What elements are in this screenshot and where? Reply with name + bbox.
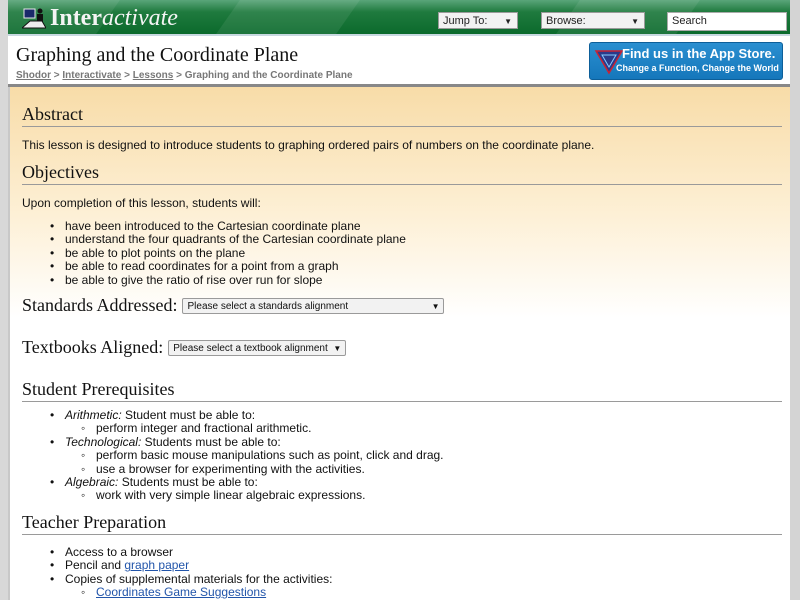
logo-text-bold: Inter — [50, 5, 102, 31]
list-item: • be able to read coordinates for a point from a graph — [50, 260, 406, 273]
app-store-title: Find us in the App Store. — [622, 46, 776, 61]
standards-select[interactable] — [182, 298, 444, 314]
abstract-heading: Abstract — [22, 103, 782, 127]
browse-select[interactable] — [541, 12, 645, 29]
list-subitem: ◦ perform basic mouse manipulations such as point, click and drag. — [50, 449, 444, 462]
list-item: • be able to plot points on the plane — [50, 247, 406, 260]
scrollbar[interactable] — [790, 0, 800, 600]
breadcrumb-separator: > — [53, 70, 60, 81]
objectives-list — [50, 220, 406, 287]
list-item: • Access to a browser — [50, 546, 332, 559]
objectives-heading: Objectives — [22, 161, 782, 185]
prereq-label: Technological: — [65, 434, 142, 449]
breadcrumb-shodor[interactable]: Shodor — [16, 70, 51, 81]
prereq-label: Arithmetic: — [65, 408, 122, 422]
page-frame — [8, 0, 790, 600]
prerequisites-list — [50, 409, 444, 503]
prereq-text: Students must be able to: — [118, 475, 258, 490]
list-subitem — [50, 586, 332, 599]
textbooks-row — [22, 337, 346, 358]
list-item — [50, 436, 444, 449]
textbooks-selected-value: Please select a textbook alignment — [173, 342, 328, 354]
logo-text-italic: activate — [101, 5, 178, 31]
prereq-text: Students must be able to: — [141, 434, 281, 449]
objectives-intro: Upon completion of this lesson, students will: — [22, 196, 261, 210]
page-header — [8, 36, 790, 87]
lesson-content — [8, 87, 790, 600]
breadcrumb-separator: > — [176, 70, 182, 81]
prereq-text: Student must be able to: — [121, 408, 256, 422]
app-store-subtitle: Change a Function, Change the World — [616, 63, 779, 73]
breadcrumb-separator: > — [124, 70, 130, 81]
standards-selected-value: Please select a standards alignment — [187, 300, 349, 312]
app-store-banner[interactable] — [589, 42, 783, 80]
textbooks-label: Textbooks Aligned: — [22, 337, 164, 357]
standards-row — [22, 295, 444, 316]
search-placeholder: Search — [672, 15, 707, 27]
list-item — [50, 559, 332, 572]
breadcrumb-interactivate[interactable]: Interactivate — [62, 70, 122, 81]
list-item — [50, 409, 444, 422]
prerequisites-heading: Student Prerequisites — [22, 378, 782, 402]
top-nav-bar — [8, 0, 790, 36]
coordinates-game-link[interactable]: Coordinates Game Suggestions — [96, 585, 267, 600]
list-item — [50, 476, 444, 489]
dropdown-arrow-icon: ▼ — [431, 301, 440, 311]
list-subitem: ◦ perform integer and fractional arithmetic. — [50, 422, 444, 435]
interactivate-logo[interactable] — [22, 5, 178, 31]
decorative-stripe — [216, 0, 360, 34]
dropdown-arrow-icon: ▼ — [333, 343, 342, 353]
jump-to-label: Jump To: — [443, 15, 488, 27]
list-item: • be able to give the ratio of rise over run for slope — [50, 274, 406, 287]
breadcrumb-current: Graphing and the Coordinate Plane — [184, 70, 353, 81]
abstract-text: This lesson is designed to introduce students to graphing ordered pairs of numbers on the coordinate plane. — [22, 138, 595, 152]
search-input[interactable] — [667, 12, 787, 31]
item-text: Pencil and — [65, 558, 125, 573]
prereq-label: Algebraic: — [65, 475, 119, 490]
list-item: • understand the four quadrants of the Cartesian coordinate plane — [50, 233, 406, 246]
list-subitem: ◦ work with very simple linear algebraic expressions. — [50, 489, 444, 502]
jump-to-select[interactable] — [438, 12, 518, 29]
browse-label: Browse: — [546, 15, 586, 27]
page-title: Graphing and the Coordinate Plane — [16, 44, 299, 66]
list-subitem: ◦ use a browser for experimenting with the activities. — [50, 463, 444, 476]
breadcrumb — [16, 70, 353, 81]
textbooks-select[interactable] — [168, 340, 346, 356]
standards-label: Standards Addressed: — [22, 295, 178, 315]
list-item: • have been introduced to the Cartesian coordinate plane — [50, 220, 406, 233]
teacher-prep-list — [50, 546, 332, 600]
dropdown-arrow-icon: ▼ — [631, 17, 639, 26]
dropdown-arrow-icon: ▼ — [504, 17, 512, 26]
breadcrumb-lessons[interactable]: Lessons — [132, 70, 174, 81]
graph-paper-link[interactable]: graph paper — [124, 558, 190, 573]
list-item: • Copies of supplemental materials for the activities: — [50, 573, 332, 586]
teacher-prep-heading: Teacher Preparation — [22, 511, 782, 535]
reader-at-computer-icon — [22, 7, 46, 29]
